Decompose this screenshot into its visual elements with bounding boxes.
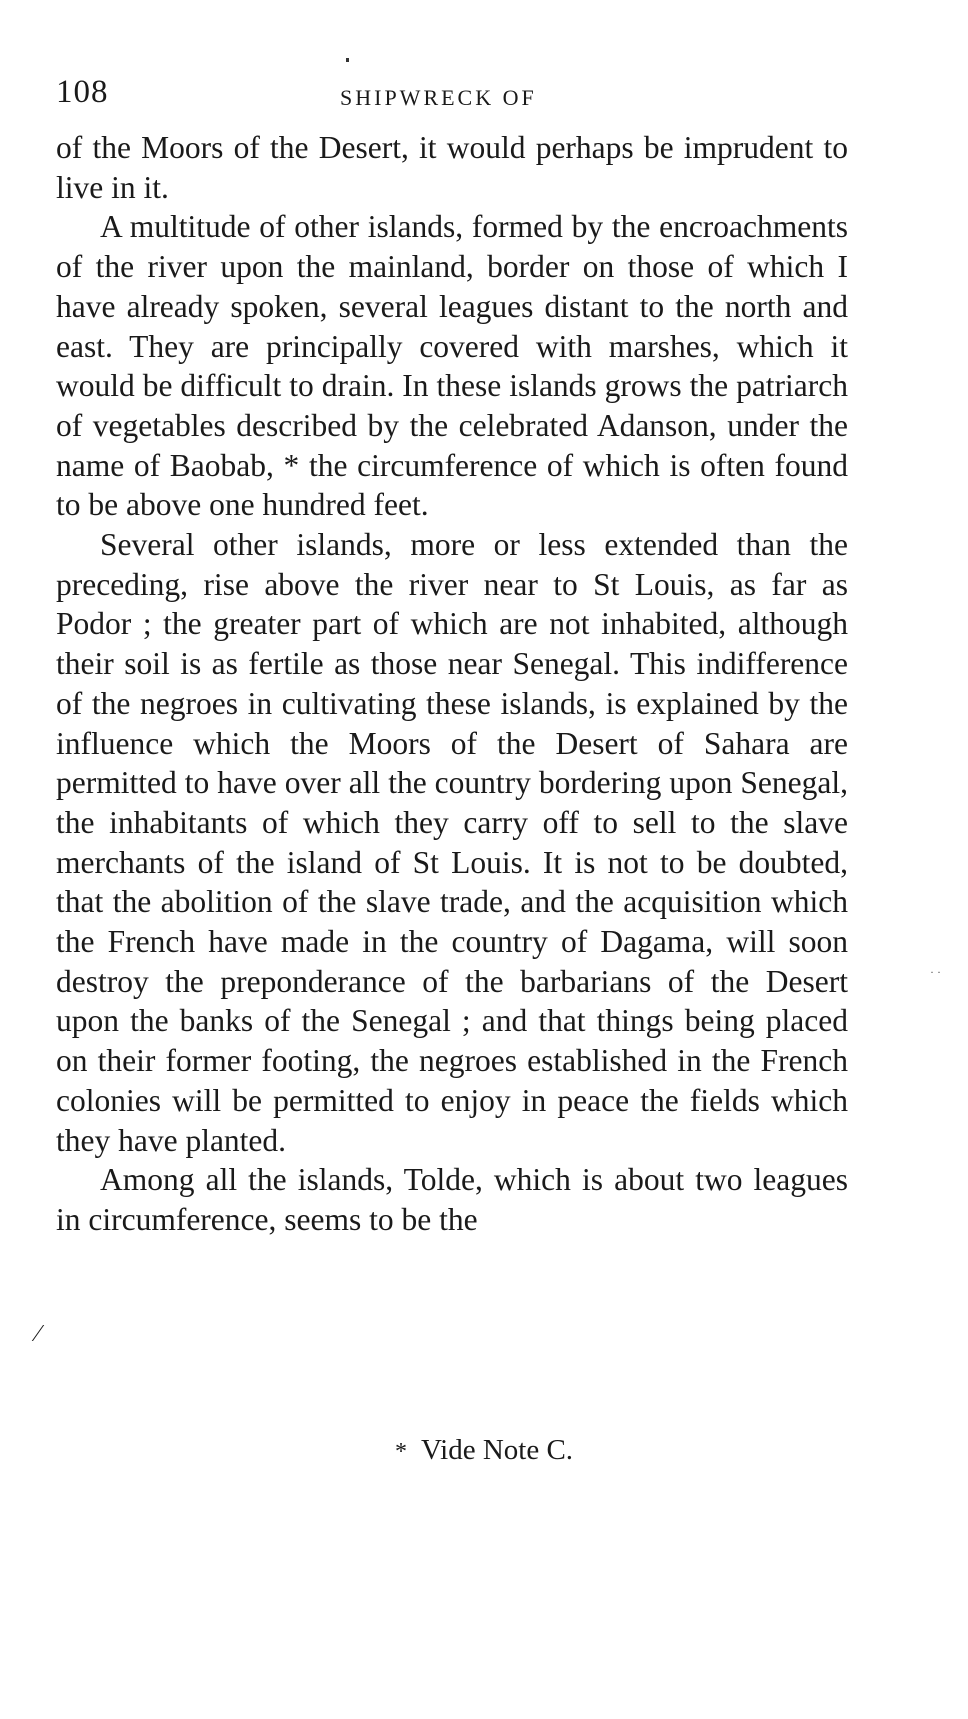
paragraph-continuation: of the Moors of the Desert, it would perhaps be imprudent to live in it. [56, 130, 848, 205]
paragraph-islands-encroachments: A multitude of other islands, formed by the encroachments of the river upon the mainland, border on those of which I have already spoken, several leagues distant to the north and east. They are principally covered with marshes, which it would be difficult to drain. In these islands grows the patriarch of vegetables described by the celebrated Adanson, under the name of Baobab, * the circumference of which is often found to be above one hundred feet. [56, 209, 848, 523]
page-number: 108 [56, 74, 109, 110]
margin-specks: · · [930, 965, 941, 979]
running-head: SHIPWRECK OF [340, 85, 537, 110]
paragraph-islands-podor: Several other islands, more or less extended than the preceding, rise above the river near to St Louis, as far as Podor ; the greater part of which are not inhabited, although their soil is as fertile as those near Senegal. This indifference of the negroes in cultivating these islands, is explained by the influence which the Moors of the Desert of Sahara are permitted to have over all the country bordering upon Senegal, the inhabitants of which they carry off to sell to the slave merchants of the island of St Louis. It is not to be doubted, that the abolition of the slave trade, and the acquisition which the French have made in the country of Dagama, will soon destroy the preponderance of the barbarians of the Desert upon the banks of the Senegal ; and that things being placed on their former footing, the negroes established in the French colonies will be permitted to enjoy in peace the fields which they have planted. [56, 527, 848, 1158]
paragraph-tolde: Among all the islands, Tolde, which is about two leagues in circumference, seems to be the [56, 1162, 848, 1237]
footnote-marker: * [394, 1439, 407, 1465]
body-text [56, 128, 848, 1240]
footnote [0, 1432, 968, 1470]
margin-tick-mark: ⁄ [36, 1321, 41, 1347]
ink-mark [346, 58, 349, 62]
footnote-text: Vide Note C. [420, 1434, 574, 1466]
